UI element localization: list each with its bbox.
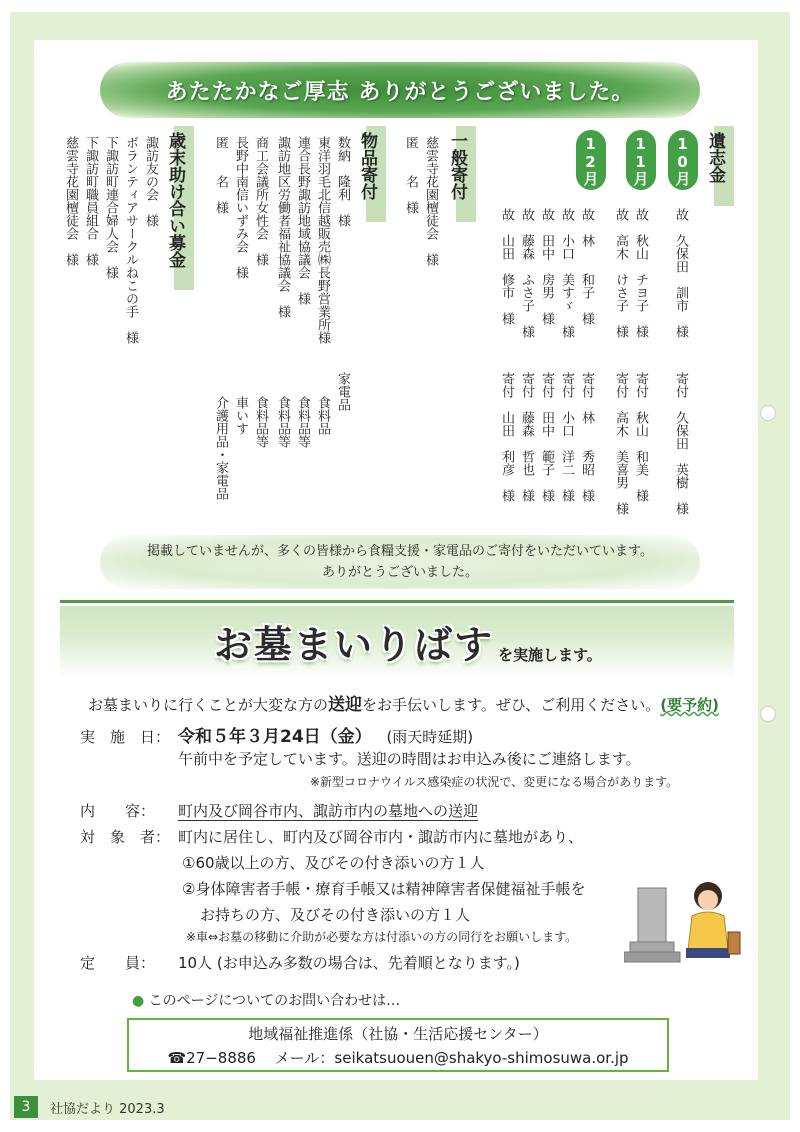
binder-hole [760, 706, 776, 722]
ippan-item: 匿 名 様 [403, 136, 418, 214]
isekin-deceased: 故 田中 房男 様 [539, 208, 554, 325]
capacity-label: 定 員： [80, 954, 156, 972]
month-badge-12: 12月 [576, 130, 606, 190]
bus-title: お墓まいりばす [214, 623, 495, 667]
target-item2b: お持ちの方、及びその付き添いの方１人 [200, 906, 471, 924]
capacity-value: 10人 (お申込み多数の場合は、先着順となります。) [178, 954, 520, 972]
buppin-gift: 食料品等 [295, 396, 310, 448]
saimatsu-item: 下諏訪町連合婦人会 様 [103, 136, 118, 279]
binder-hole [760, 405, 776, 421]
isekin-donor: 寄付 秋山 和美 様 [633, 372, 648, 502]
date-line3: ※新型コロナウイルス感染症の状況で、変更になる場合があります。 [310, 775, 679, 789]
buppin-gift: 食料品等 [253, 396, 268, 448]
grave-base [630, 942, 674, 952]
buppin-item: 匿 名 様 [213, 136, 228, 214]
isekin-deceased: 故 藤森 ふさ子 様 [519, 208, 534, 338]
saimatsu-item: 諏訪友の会 様 [143, 136, 158, 227]
target-label: 対 象 者： [80, 828, 171, 846]
target-item1: ①60歳以上の方、及びその付き添いの方１人 [182, 854, 485, 872]
gravestone [638, 888, 666, 942]
buppin-gift: 家電品 [335, 372, 350, 411]
target-row [80, 826, 583, 847]
isekin-donor: 寄付 小口 洋二 様 [559, 372, 574, 502]
isekin-donor: 寄付 山田 利彦 様 [499, 372, 514, 502]
saimatsu-item: 下諏訪町職員組合 様 [83, 136, 98, 266]
date-row [80, 722, 473, 747]
date-value: 令和５年３月24日（金） [178, 727, 372, 747]
thanks-title: あたたかなご厚志 ありがとうございました。 [165, 79, 635, 105]
date-note: (雨天時延期) [386, 728, 474, 746]
target-item2: ②身体障害者手帳・療育手帳又は精神障害者保健福祉手帳を [182, 880, 586, 898]
isekin-donor: 寄付 高木 美喜男 様 [613, 372, 628, 515]
content-row [80, 800, 478, 821]
date-line2: 午前中を予定しています。送迎の時間はお申込み後にご連絡します。 [178, 750, 641, 768]
footer-title: 社協だより 2023.3 [50, 1102, 165, 1117]
person-legs [686, 948, 730, 958]
notice-line1: 掲載していませんが、多くの皆様から食糧支援・家電品のご寄付をいただいています。 [147, 544, 653, 559]
intro-bold: 送迎 [328, 695, 363, 715]
person-body [688, 912, 728, 950]
thanks-notice [100, 535, 700, 589]
section-divider [60, 600, 734, 603]
buppin-heading: 物品寄付 [357, 132, 377, 200]
bullet-icon: ● [132, 993, 145, 1009]
intro-text-2: をお手伝いします。ぜひ、ご利用ください。 [362, 696, 661, 714]
reservation-tag: (要予約) [660, 696, 719, 714]
saimatsu-item: ボランティアサークルねこの手 様 [123, 136, 138, 344]
isekin-heading: 遺志金 [705, 132, 725, 183]
date-label: 実 施 日： [80, 728, 171, 746]
isekin-deceased: 故 秋山 チヨ子 様 [633, 208, 648, 338]
month-badge-10: 10月 [668, 130, 698, 190]
buppin-gift: 介護用品・家電品 [213, 396, 228, 500]
ippan-item: 慈雲寺花園檀徒会 様 [423, 136, 438, 266]
isekin-deceased: 故 林 和子 様 [579, 208, 594, 325]
buppin-gift: 車いす [233, 396, 248, 435]
contact-line [129, 1046, 667, 1070]
bus-title-suffix: を実施します。 [498, 646, 602, 664]
isekin-donor: 寄付 藤森 哲也 様 [519, 372, 534, 502]
buppin-item: 連合長野諏訪地域協議会 様 [295, 136, 310, 305]
contact-email[interactable]: メール：seikatsuouen@shakyo-shimosuwa.or.jp [274, 1049, 629, 1067]
inquiry-lead: このページについてのお問い合わせは… [148, 993, 401, 1009]
isekin-deceased: 故 高木 けさ子 様 [613, 208, 628, 338]
content-value: 町内及び岡谷市内、諏訪市内の墓地への送迎 [178, 802, 479, 820]
isekin-donor: 寄付 林 秀昭 様 [579, 372, 594, 502]
month-badge-11: 11月 [626, 130, 656, 190]
inquiry-lead-row [132, 990, 400, 1010]
buppin-item: 数納 隆利 様 [335, 136, 350, 227]
page-number: 3 [14, 1096, 38, 1118]
isekin-donor: 寄付 久保田 英樹 様 [673, 372, 688, 515]
person-face [698, 890, 718, 910]
buppin-gift: 食料品等 [275, 396, 290, 448]
isekin-deceased: 故 久保田 訓市 様 [673, 208, 688, 338]
contact-office: 地域福祉推進係（社協・生活応援センター） [248, 1025, 548, 1043]
content-label: 内 容： [80, 802, 156, 820]
grave-base [624, 952, 680, 962]
contact-box [127, 1018, 669, 1072]
isekin-donor: 寄付 田中 範子 様 [539, 372, 554, 502]
contact-phone: ☎27−8886 [167, 1049, 256, 1067]
capacity-row [80, 952, 520, 973]
ippan-heading: 一般寄付 [447, 132, 467, 200]
buppin-gift: 食料品 [315, 396, 330, 435]
water-bucket [728, 932, 740, 954]
notice-line2: ありがとうございました。 [321, 565, 478, 580]
bus-intro [88, 690, 719, 715]
buppin-item: 長野中南信いずみ会 様 [233, 136, 248, 279]
grave-illustration [624, 872, 744, 964]
isekin-deceased: 故 小口 美すゞ 様 [559, 208, 574, 338]
saimatsu-heading: 歳末助け合い募金 [165, 132, 185, 268]
buppin-item: 東洋羽毛北信越販売㈱長野営業所様 [315, 136, 330, 344]
saimatsu-item: 慈雲寺花園檀徒会 様 [63, 136, 78, 266]
intro-text: お墓まいりに行くことが大変な方の [88, 696, 329, 714]
buppin-item: 商工会議所女性会 様 [253, 136, 268, 266]
thanks-header [100, 62, 700, 118]
buppin-item: 諏訪地区労働者福祉協議会 様 [275, 136, 290, 318]
target-note: ※車⇔お墓の移動に介助が必要な方は付添いの方の同行をお願いします。 [186, 930, 578, 944]
target-value: 町内に居住し、町内及び岡谷市内・諏訪市内に墓地があり、 [178, 828, 584, 846]
isekin-deceased: 故 山田 修市 様 [499, 208, 514, 325]
